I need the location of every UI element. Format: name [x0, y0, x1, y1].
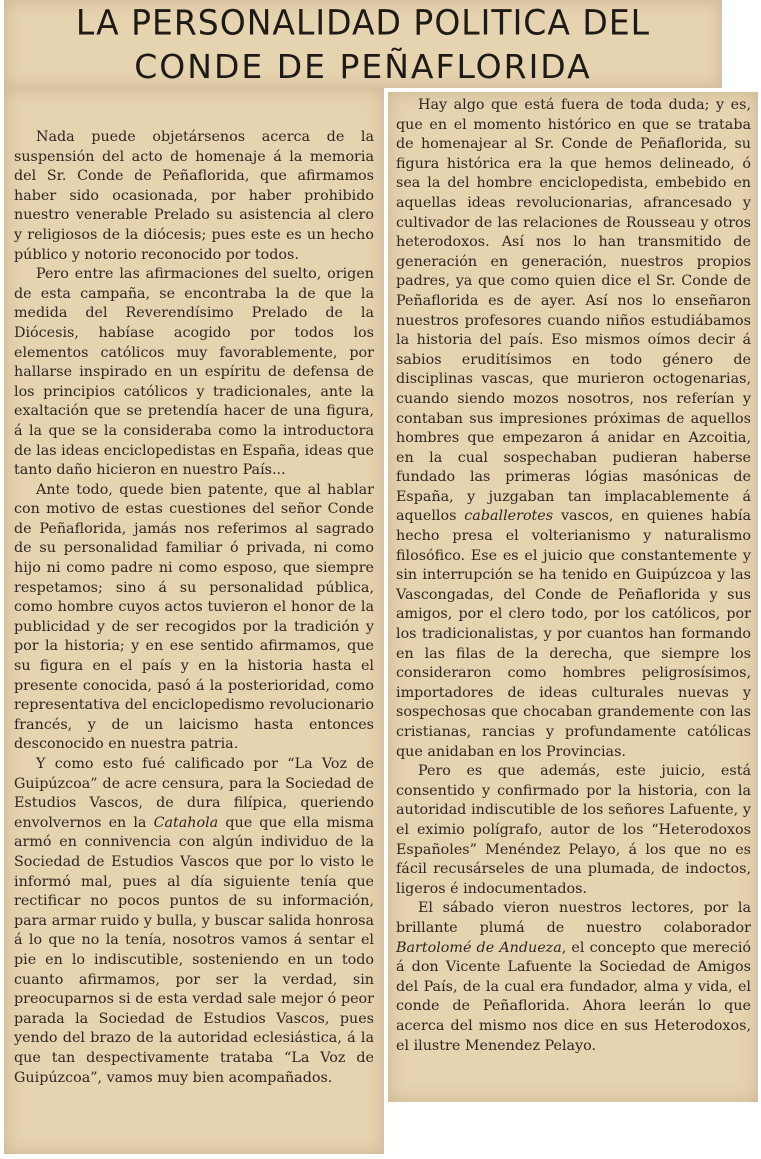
paragraph: Pero es que además, este juicio, está consentido y confirmado por la historia, con la autoridad indiscutible de los señores Lafuente, y el eximio polígrafo, autor de los “Heterodoxos Españoles” Menéndez Pelayo, á los que no es fácil recusárseles de una plumada, de indoctos, ligeros é indocumentados. [396, 763, 751, 897]
title-strip [4, 0, 722, 88]
right-column [388, 92, 758, 1102]
paragraph: Y como esto fué calificado por “La Voz de Guipúzcoa” de acre censura, para la Sociedad de Estudios Vascos, de dura filípica, queriendo envolvernos en la Catahola que que ella misma armó en connivencia con algún individuo de la Sociedad de Estudios Vascos que por lo visto le informó mal, pues al día siguiente tenía que rectificar no pocos puntos de su información, para armar ruido y bulla, y buscar salida honrosa á lo que no la tenía, nosotros vamos á sentar el pie en lo indiscutible, sosteniendo en un todo cuanto afirmamos, por ser la verdad, sin preocuparnos si de esta verdad sale mejor ó peor parada la Sociedad de Estudios Vascos, pues yendo del brazo de la autoridad eclesiástica, á la que tan despectivamente trataba “La Voz de Guipúzcoa”, vamos muy bien acompañados. [14, 756, 374, 1086]
paragraph: El sábado vieron nuestros lectores, por la brillante plumá de nuestro colaborador Bartolomé de Andueza, el concepto que mereció á don Vicente Lafuente la Sociedad de Amigos del País, de la cual era fundador, alma y vida, el conde de Peñaflorida. Ahora leerán lo que acerca del mismo nos dice en sus Heterodoxos, el ilustre Menendez Pelayo. [396, 900, 752, 1054]
headline-line-2: CONDE DE PEÑAFLORIDA [134, 47, 592, 86]
right-column-text [396, 96, 751, 1056]
headline-line-1: LA PERSONALIDAD POLITICA DEL [75, 2, 651, 44]
paragraph: Ante todo, quede bien patente, que al hablar con motivo de estas cuestiones del señor Conde de Peñaflorida, jamás nos referimos al sagrado de su personalidad familiar ó privada, ni como hijo ni como padre ni como esposo, que siempre respetamos; sino á su personalidad pública, como hombre cuyos actos tuvieron el honor de la publicidad y de ser recogidos por la tradición y por la historia; y en ese sentido afirmamos, que su figura en el país y en la historia hasta el presente conocida, pasó á la posterioridad, como representativa del enciclopedismo revolucionario francés, y de un laicismo hasta entonces desconocido en nuestra patria. [14, 481, 374, 753]
paragraph: Hay algo que está fuera de toda duda; y es, que en el momento histórico en que se trataba de homenajear al Sr. Conde de Peñaflorida, su figura histórica era la que hemos delineado, ó sea la del hombre enciclopedista, embebido en aquellas ideas revolucionarias, afrancesado y cultivador de las relaciones de Rousseau y otros heterodoxos. Así nos lo han transmitido de generación en generación, nuestros propios padres, ya que como quien dice el Sr. Conde de Peñaflorida es de ayer. Así nos lo enseñaron nuestros profesores cuando niños estudiábamos la historia del país. Eso mismos oímos decir á sabios eruditísimos en todo género de disciplinas vascas, que murieron octogenarias, cuando siendo mozos nosotros, nos referían y contaban sus impresiones próximas de aquellos hombres que empezaron á anidar en Azcoitia, en la cual sospechaban pudieran haberse fundado las primeras lógias masónicas de España, y juzgaban tan implacablemente á aquellos caballerotes vascos, en quienes había hecho presa el volterianismo y naturalismo filosófico. Ese es el juicio que constantemente y sin interrupción se ha tenido en Guipúzcoa y las Vascongadas, del Conde de Peñaflorida y sus amigos, por el clero todo, por los católicos, por los tradicionalistas, y por cuantos han formando en las filas de la derecha, que siempre los consideraron como hombres peligrosísimos, importadores de ideas culturales nuevas y sospechosas que chocaban grandemente con las cristianas, rancias y profundamente católicas que anidaban en los Provincias. [396, 97, 751, 760]
paragraph: Pero entre las afirmaciones del suelto, origen de esta campaña, se encontraba la de que la medida del Reverendísimo Prelado de la Diócesis, habíase acogido por todos los elementos católicos muy favorablemente, por hallarse inspirado en un espíritu de defensa de los principios católicos y tradicionales, ante la exaltación que se pretendía hacer de una figura, á la que se la consideraba como la introductora de las ideas enciclopedistas en España, ideas que tanto daño hicieron en nuestro País... [14, 266, 374, 479]
paragraph: Nada puede objetársenos acerca de la suspensión del acto de homenaje á la memoria del Sr. Conde de Peñaflorida, que afirmamos haber sido ocasionada, por haber prohibido nuestro venerable Prelado su asistencia al clero y religiosos de la diócesis; pues este es un hecho público y notorio reconocido por todos. [14, 129, 374, 263]
left-column [4, 88, 384, 1154]
left-column-text [14, 128, 374, 1088]
